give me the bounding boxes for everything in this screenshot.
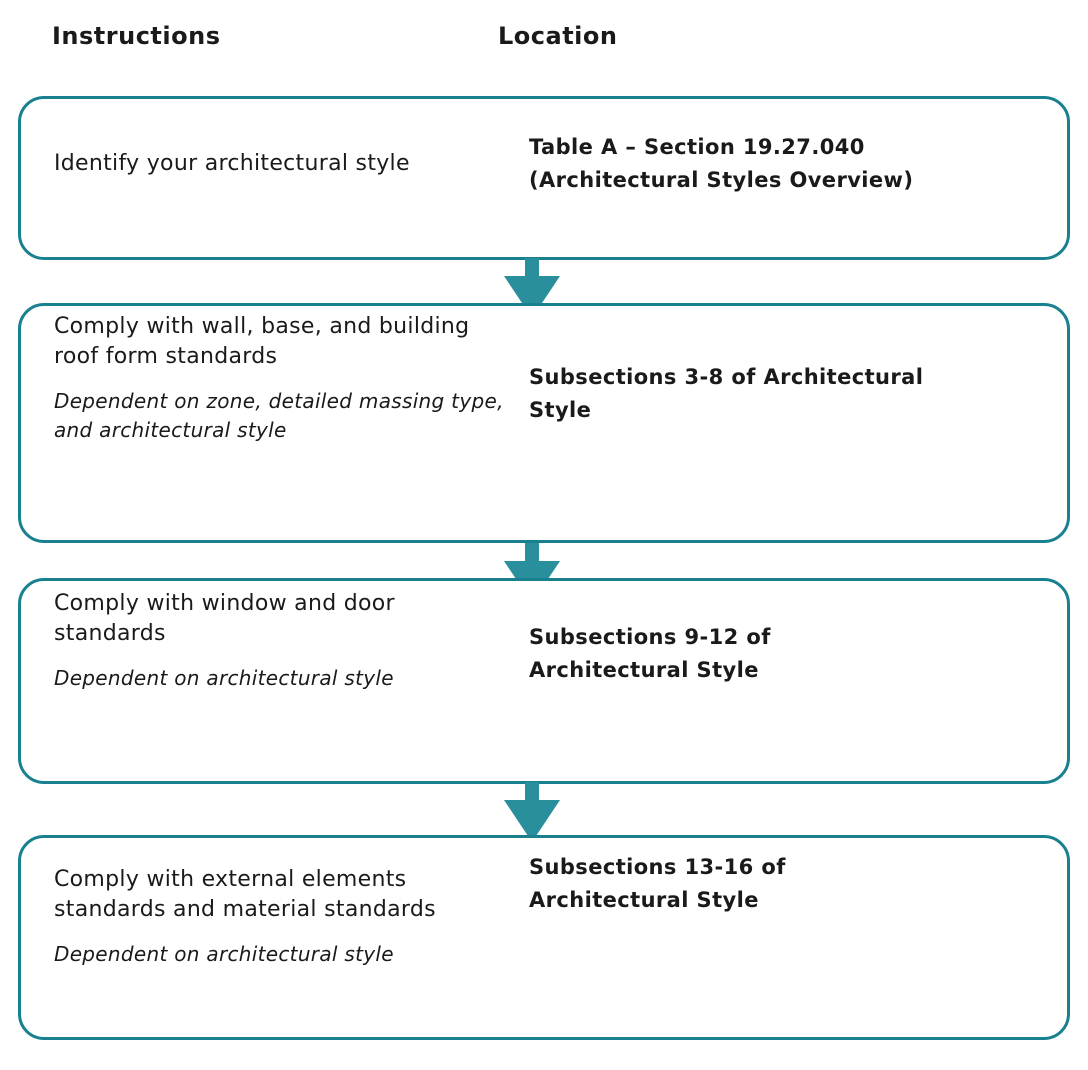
flow-step-4-instruction-text: Comply with external elements standards and material standards xyxy=(54,867,436,923)
column-header-location: Location xyxy=(498,22,618,50)
flow-step-3-location xyxy=(529,621,1049,686)
flow-step-2-instruction-note: Dependent on zone, detailed massing type, and architectural style xyxy=(54,388,504,442)
column-headers xyxy=(0,22,1088,62)
flow-step-1-location-line1: Table A – Section 19.27.040 xyxy=(529,135,865,159)
flow-step-3-instructions xyxy=(54,589,504,693)
flow-step-1-instruction-text: Identify your architectural style xyxy=(54,151,410,176)
flow-step-4-instruction-note: Dependent on architectural style xyxy=(54,941,394,966)
flow-step-3-instruction-note: Dependent on architectural style xyxy=(54,665,394,690)
flow-step-3 xyxy=(18,578,1070,784)
flow-step-4-location-line2: Architectural Style xyxy=(529,887,759,912)
column-header-instructions: Instructions xyxy=(52,22,221,50)
flow-step-3-instruction-text: Comply with window and door standards xyxy=(54,591,395,647)
flow-step-4-location xyxy=(529,851,1049,916)
flow-step-4-instructions xyxy=(54,865,504,969)
flow-step-2-instruction-text: Comply with wall, base, and building roof form standards xyxy=(54,314,470,370)
flow-step-4-location-line1: Subsections 13-16 of xyxy=(529,855,786,879)
flow-step-3-location-line1: Subsections 9-12 of xyxy=(529,625,771,649)
arrow-down-icon-3 xyxy=(504,782,560,842)
flow-step-2-location xyxy=(529,361,1049,426)
flow-step-2-instructions xyxy=(54,312,504,445)
flow-step-1-location xyxy=(529,131,1049,196)
flow-step-1-location-line2: (Architectural Styles Overview) xyxy=(529,167,914,192)
flow-step-2 xyxy=(18,303,1070,543)
flow-step-2-location-line2: Style xyxy=(529,397,592,422)
flow-step-1 xyxy=(18,96,1070,260)
flow-step-1-instructions xyxy=(54,149,504,179)
flow-step-4 xyxy=(18,835,1070,1040)
flow-step-3-location-line2: Architectural Style xyxy=(529,657,759,682)
flow-step-2-location-line1: Subsections 3-8 of Architectural xyxy=(529,365,924,389)
